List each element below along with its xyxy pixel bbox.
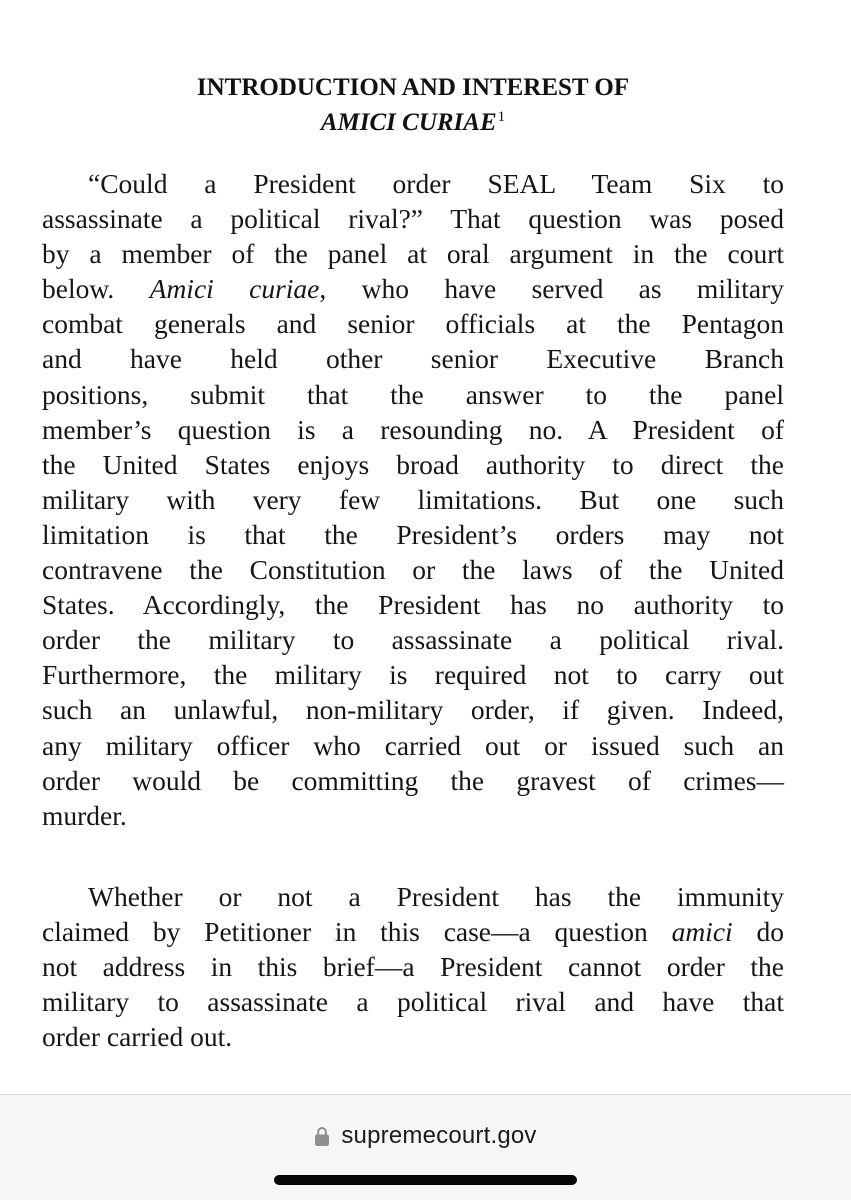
browser-bottom-bar xyxy=(0,1094,851,1200)
url-text[interactable]: supremecourt.gov xyxy=(341,1122,537,1149)
text-line: any military officer who carried out or issued such an xyxy=(42,729,784,761)
footnote-marker[interactable]: 1 xyxy=(497,109,506,125)
heading-line-2 xyxy=(0,108,826,138)
heading-line-1: INTRODUCTION AND INTEREST OF xyxy=(196,74,630,101)
text-line: order carried out. xyxy=(42,1021,233,1053)
text-segment: , who have served as military xyxy=(319,273,784,305)
text-line: Whether or not a President has the immunity xyxy=(88,881,784,912)
text-line: order would be committing the gravest of crimes— xyxy=(42,764,784,796)
amici-curiae-heading: AMICI CURIAE xyxy=(320,109,497,136)
amici-curiae-italic: Amici curiae xyxy=(149,273,320,305)
text-line: the United States enjoys broad authority to direct the xyxy=(42,448,784,480)
text-line: military to assassinate a political rival and have that xyxy=(42,986,784,1018)
text-line: by a member of the panel at oral argument in the court xyxy=(42,238,784,270)
amici-italic: amici xyxy=(671,916,733,948)
home-indicator[interactable] xyxy=(274,1175,577,1185)
text-line: assassinate a political rival?” That question was posed xyxy=(42,203,784,235)
text-line: States. Accordingly, the President has no authority to xyxy=(42,589,784,621)
text-line: contravene the Constitution or the laws of the United xyxy=(42,554,784,586)
text-line: military with very few limitations. But one such xyxy=(42,483,784,515)
text-line: not address in this brief—a President cannot order the xyxy=(42,951,784,983)
text-line: such an unlawful, non-military order, if given. Indeed, xyxy=(42,694,784,726)
text-line: and have held other senior Executive Branch xyxy=(42,343,784,375)
text-segment: below. xyxy=(42,273,150,305)
text-line: order the military to assassinate a political rival. xyxy=(42,624,784,656)
paragraph-2 xyxy=(42,879,784,1054)
paragraph-1 xyxy=(42,166,784,833)
text-line xyxy=(42,271,784,306)
text-segment: claimed by Petitioner in this case—a question xyxy=(42,916,672,948)
text-line: “Could a President order SEAL Team Six to xyxy=(88,168,784,199)
address-bar[interactable] xyxy=(0,1121,851,1151)
lock-icon xyxy=(314,1125,330,1147)
text-line xyxy=(42,914,784,949)
text-line: positions, submit that the answer to the panel xyxy=(42,378,784,410)
text-line: member’s question is a resounding no. A President of xyxy=(42,413,784,445)
text-line: limitation is that the President’s orders may not xyxy=(42,518,784,550)
text-segment: do xyxy=(732,916,784,948)
text-line: combat generals and senior officials at the Pentagon xyxy=(42,308,784,340)
text-line: Furthermore, the military is required not to carry out xyxy=(42,659,784,691)
text-line: murder. xyxy=(42,799,127,831)
